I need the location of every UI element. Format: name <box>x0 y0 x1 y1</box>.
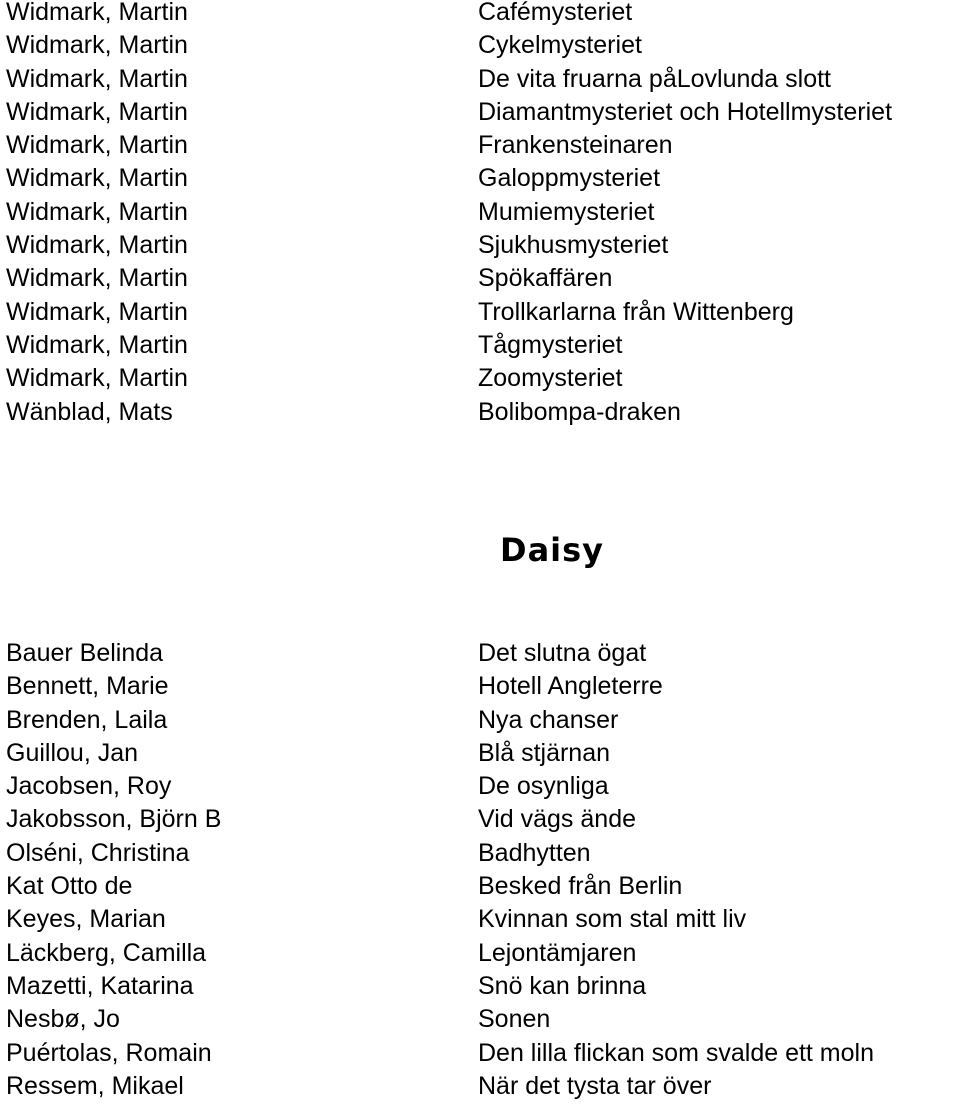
author-name: Olséni, Christina <box>6 838 190 867</box>
author-name: Keyes, Marian <box>6 905 166 934</box>
book-title: Trollkarlarna från Wittenberg <box>478 297 794 326</box>
author-name: Wänblad, Mats <box>6 397 173 426</box>
author-name: Nesbø, Jo <box>6 1005 120 1034</box>
top-book-list <box>0 0 960 429</box>
author-name: Bauer Belinda <box>6 639 164 667</box>
author-name: Kat Otto de <box>6 872 133 901</box>
book-title: Sjukhusmysteriet <box>478 231 669 260</box>
list-item <box>0 970 960 1003</box>
list-item <box>0 362 960 395</box>
book-title: Diamantmysteriet och Hotellmysteriet <box>478 97 893 126</box>
book-title: Besked från Berlin <box>478 872 683 901</box>
book-title: Hotell Angleterre <box>478 672 663 701</box>
list-item <box>0 196 960 229</box>
author-name: Widmark, Martin <box>6 264 188 293</box>
list-item <box>0 1070 960 1103</box>
author-name: Jakobsson, Björn B <box>6 805 222 834</box>
daisy-book-list <box>0 637 960 1103</box>
list-item <box>0 737 960 770</box>
list-item <box>0 396 960 429</box>
book-title: Zoomysteriet <box>478 364 623 393</box>
book-title: Tågmysteriet <box>478 330 623 359</box>
author-name: Widmark, Martin <box>6 231 188 260</box>
list-item <box>0 870 960 903</box>
author-name: Läckberg, Camilla <box>6 938 207 967</box>
list-item <box>0 670 960 703</box>
book-title: När det tysta tar över <box>478 1071 712 1100</box>
list-item <box>0 704 960 737</box>
list-item <box>0 96 960 129</box>
book-title: Bolibompa-draken <box>478 397 681 426</box>
book-title: Spökaffären <box>478 264 613 293</box>
list-item <box>0 129 960 162</box>
book-title: De osynliga <box>478 772 609 801</box>
list-item <box>0 903 960 936</box>
list-item <box>0 162 960 195</box>
book-title: Det slutna ögat <box>478 639 647 667</box>
list-item <box>0 229 960 262</box>
author-name: Widmark, Martin <box>6 64 188 93</box>
list-item <box>0 837 960 870</box>
author-name: Guillou, Jan <box>6 738 139 767</box>
book-title: Badhytten <box>478 838 591 867</box>
author-name: Jacobsen, Roy <box>6 772 172 801</box>
author-name: Bennett, Marie <box>6 672 169 701</box>
list-item <box>0 262 960 295</box>
author-name: Puértolas, Romain <box>6 1038 212 1067</box>
list-item <box>0 329 960 362</box>
list-item <box>0 63 960 96</box>
list-item <box>0 1003 960 1036</box>
book-title: De vita fruarna påLovlunda slott <box>478 64 831 93</box>
author-name: Widmark, Martin <box>6 164 188 193</box>
list-item <box>0 1037 960 1070</box>
book-title: Cykelmysteriet <box>478 31 642 60</box>
author-name: Widmark, Martin <box>6 297 188 326</box>
book-title: Snö kan brinna <box>478 971 647 1000</box>
book-title: Den lilla flickan som svalde ett moln <box>478 1038 874 1067</box>
section-heading-daisy: Daisy <box>500 531 605 569</box>
author-name: Widmark, Martin <box>6 330 188 359</box>
list-item <box>0 296 960 329</box>
list-item <box>0 803 960 836</box>
book-title: Mumiemysteriet <box>478 197 655 226</box>
book-title: Frankensteinaren <box>478 131 673 160</box>
author-name: Mazetti, Katarina <box>6 971 194 1000</box>
book-title: Vid vägs ände <box>478 805 636 834</box>
author-name: Widmark, Martin <box>6 0 188 26</box>
list-item <box>0 637 960 670</box>
book-title: Blå stjärnan <box>478 738 611 767</box>
author-name: Widmark, Martin <box>6 131 188 160</box>
book-title: Lejontämjaren <box>478 938 637 967</box>
book-title: Cafémysteriet <box>478 0 633 26</box>
book-title: Nya chanser <box>478 705 619 734</box>
author-name: Widmark, Martin <box>6 31 188 60</box>
list-item <box>0 0 960 29</box>
list-item <box>0 937 960 970</box>
book-title: Kvinnan som stal mitt liv <box>478 905 747 934</box>
book-title: Sonen <box>478 1005 551 1034</box>
author-name: Widmark, Martin <box>6 97 188 126</box>
list-item <box>0 770 960 803</box>
author-name: Ressem, Mikael <box>6 1071 184 1100</box>
author-name: Widmark, Martin <box>6 197 188 226</box>
author-name: Widmark, Martin <box>6 364 188 393</box>
author-name: Brenden, Laila <box>6 705 168 734</box>
list-item <box>0 29 960 62</box>
book-title: Galoppmysteriet <box>478 164 661 193</box>
